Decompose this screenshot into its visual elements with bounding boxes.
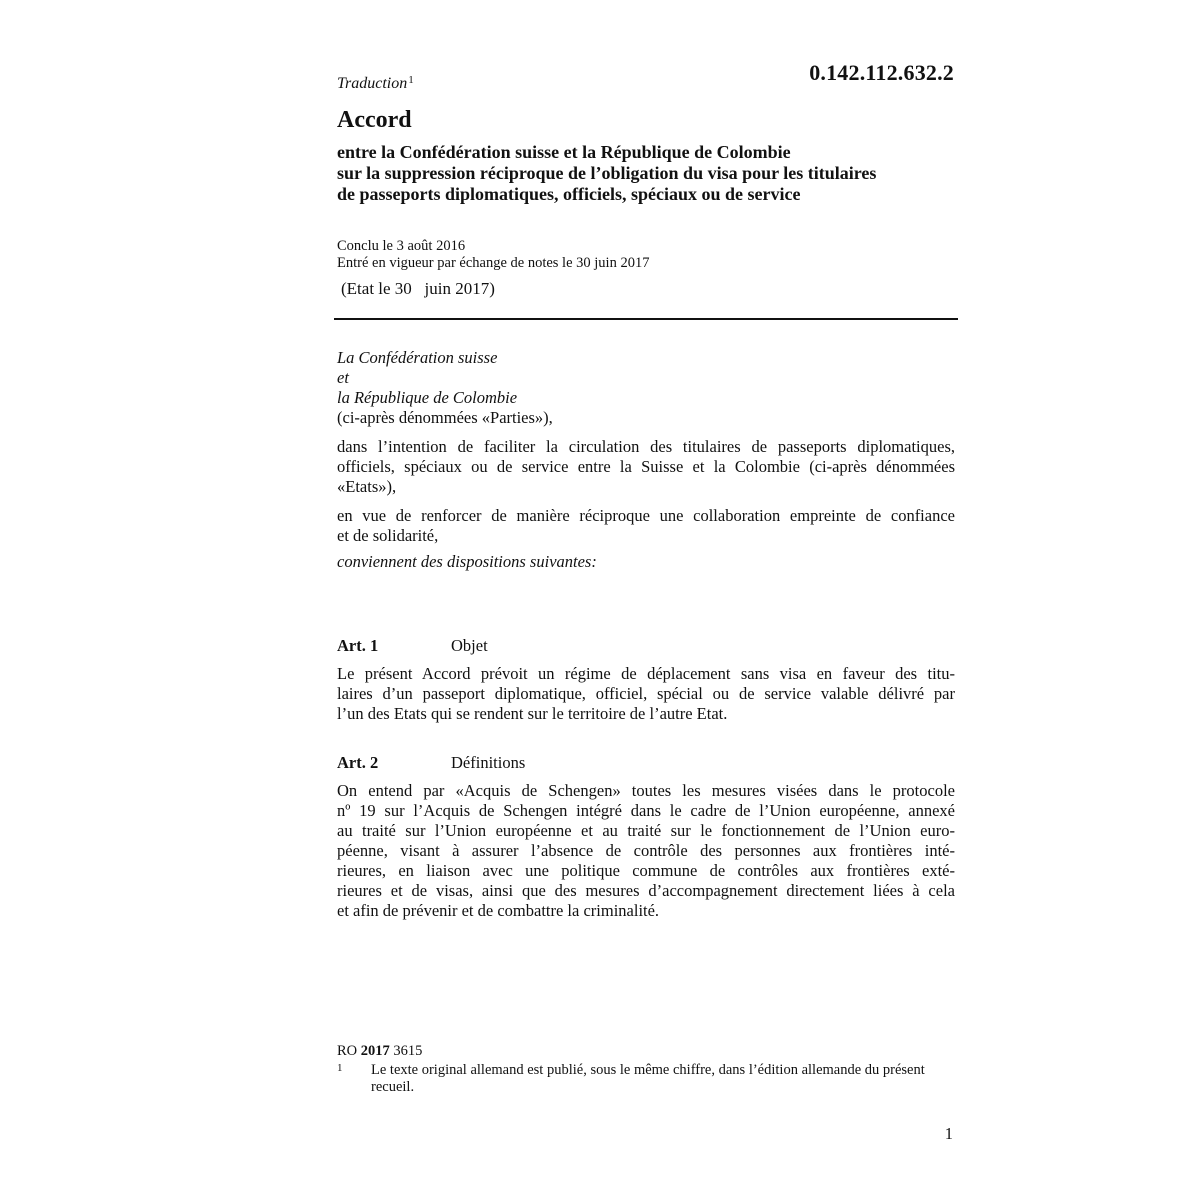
- text-line: l’un des Etats qui se rendent sur le territoire de l’autre Etat.: [337, 704, 728, 723]
- ro-reference: [337, 1043, 422, 1060]
- subtitle-line: de passeports diplomatiques, officiels, spéciaux ou de service: [337, 184, 801, 204]
- status-date: (Etat le 30 juin 2017): [341, 279, 495, 298]
- preamble-agreement: [337, 552, 955, 572]
- translation-label-text: Traduction: [337, 75, 408, 92]
- text-line: au traité sur l’Union européenne et au traité sur le fonctionnement de l’Union euro-: [337, 821, 955, 840]
- subtitle-line: entre la Confédération suisse et la République de Colombie: [337, 142, 791, 162]
- translation-label: [337, 74, 414, 93]
- rs-number: 0.142.112.632.2: [809, 60, 954, 85]
- page-number: 1: [944, 1124, 953, 1143]
- in-force-date: Entré en vigueur par échange de notes le 30 juin 2017: [337, 255, 650, 271]
- header-divider: [334, 318, 958, 320]
- text-line: «Etats»),: [337, 477, 397, 496]
- document-subtitle: [337, 142, 967, 205]
- text-line: officiels, spéciaux ou de service entre la Suisse et la Colombie (ci-après dénommées: [337, 457, 955, 476]
- preamble-intent: [337, 437, 955, 497]
- preamble-aim: [337, 506, 955, 546]
- subtitle-line: sur la suppression réciproque de l’obligation du visa pour les titulaires: [337, 163, 877, 183]
- article-title: Définitions: [451, 753, 526, 772]
- text-line: rieures, en liaison avec une politique commune de contrôles aux frontières exté-: [337, 861, 955, 880]
- conclusion-info: [337, 238, 649, 272]
- article-title: Objet: [451, 636, 488, 655]
- text-line: nº 19 sur l’Acquis de Schengen intégré dans le cadre de l’Union européenne, annexé: [337, 801, 955, 820]
- concluded-date: Conclu le 3 août 2016: [337, 238, 466, 254]
- text-line: en vue de renforcer de manière réciproque une collaboration empreinte de confiance: [337, 506, 955, 525]
- text-line: laires d’un passeport diplomatique, officiel, spécial ou de service valable délivré par: [337, 684, 955, 703]
- parties-note: (ci-après dénommées «Parties»),: [337, 408, 553, 427]
- ro-prefix: RO: [337, 1043, 358, 1059]
- article-2-body: [337, 781, 955, 921]
- article-1-body: [337, 664, 955, 724]
- footnote-text: Le texte original allemand est publié, sous le même chiffre, dans l’édition allemande du présent recueil.: [371, 1062, 925, 1095]
- text-line: Le présent Accord prévoit un régime de déplacement sans visa en faveur des titu-: [337, 664, 955, 683]
- party-conjunction: et: [337, 368, 349, 387]
- text-line: péenne, visant à assurer l’absence de contrôle des personnes aux frontières inté-: [337, 841, 955, 860]
- text-line: et afin de prévenir et de combattre la criminalité.: [337, 901, 660, 920]
- ro-year: 2017: [360, 1043, 390, 1059]
- text-line: dans l’intention de faciliter la circulation des titulaires de passeports diplomatiques,: [337, 437, 955, 456]
- text-line: On entend par «Acquis de Schengen» toutes les mesures visées dans le protocole: [337, 781, 955, 800]
- footnote-number: 1: [337, 1062, 343, 1074]
- article-2-heading: [337, 753, 525, 773]
- article-number: Art. 1: [337, 636, 379, 655]
- document-title: Accord: [337, 107, 412, 133]
- text-line: et de solidarité,: [337, 526, 439, 545]
- article-number: Art. 2: [337, 753, 379, 772]
- article-1-heading: [337, 636, 488, 656]
- text-line: rieures et de visas, ainsi que des mesures d’accompagnement directement liées à cela: [337, 881, 955, 900]
- footnote-ref[interactable]: 1: [408, 74, 414, 86]
- party-swiss: La Confédération suisse: [337, 348, 498, 367]
- text-line: conviennent des dispositions suivantes:: [337, 552, 597, 571]
- party-colombia: la République de Colombie: [337, 388, 518, 407]
- footnote: [337, 1062, 947, 1096]
- ro-page: 3615: [393, 1043, 423, 1059]
- preamble-parties: [337, 348, 955, 428]
